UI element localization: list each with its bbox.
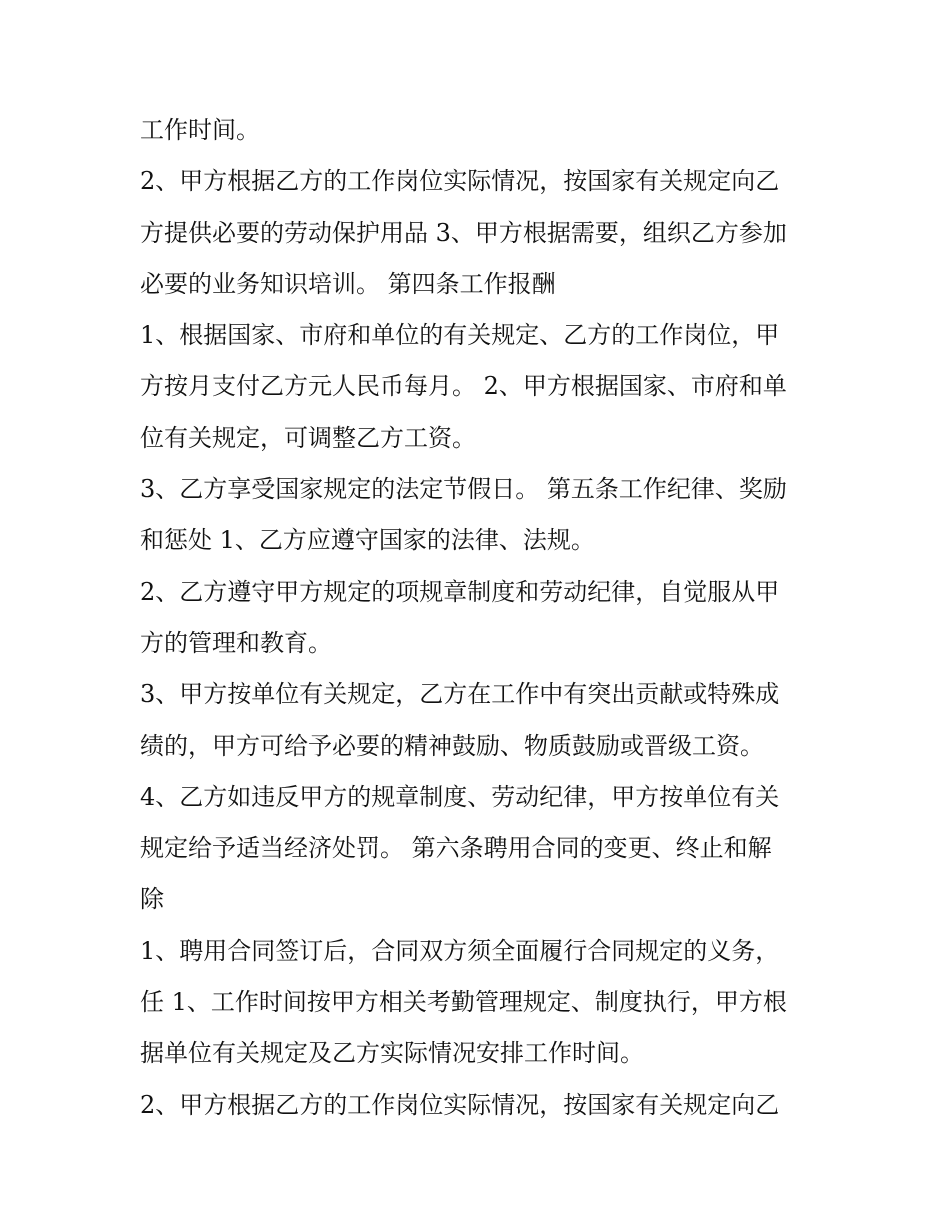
paragraph-7 — [140, 772, 810, 926]
text-line: 据单位有关规定及乙方实际情况安排工作时间。 — [140, 1039, 644, 1068]
text-line: 4、乙方如违反甲方的规章制度、劳动纪律，甲方按单位有关 — [140, 782, 780, 811]
text-line: 任 1、工作时间按甲方相关考勤管理规定、制度执行，甲方根 — [140, 988, 787, 1017]
text-line: 2、甲方根据乙方的工作岗位实际情况，按国家有关规定向乙 — [140, 167, 780, 196]
paragraph-1 — [140, 105, 810, 156]
paragraph-9 — [140, 1080, 810, 1131]
text-line: 方提供必要的劳动保护用品 3、甲方根据需要，组织乙方参加 — [140, 218, 787, 247]
text-line: 2、甲方根据乙方的工作岗位实际情况，按国家有关规定向乙 — [140, 1090, 780, 1119]
text-line: 规定给予适当经济处罚。 第六条聘用合同的变更、终止和解 — [140, 834, 772, 863]
text-line: 3、乙方享受国家规定的法定节假日。 第五条工作纪律、奖励 — [140, 475, 787, 504]
paragraph-8 — [140, 926, 810, 1080]
paragraph-4 — [140, 464, 810, 567]
text-line: 工作时间。 — [140, 116, 260, 144]
text-line: 3、甲方按单位有关规定，乙方在工作中有突出贡献或特殊成 — [140, 680, 780, 709]
document-body — [140, 105, 810, 1131]
text-line: 位有关规定，可调整乙方工资。 — [140, 423, 476, 452]
paragraph-2 — [140, 156, 810, 310]
text-line: 方的管理和教育。 — [140, 628, 332, 657]
text-line: 必要的业务知识培训。 第四条工作报酬 — [140, 269, 556, 298]
text-line: 绩的，甲方可给予必要的精神鼓励、物质鼓励或晋级工资。 — [140, 731, 764, 760]
paragraph-5 — [140, 567, 810, 670]
text-line: 1、根据国家、市府和单位的有关规定、乙方的工作岗位，甲 — [140, 321, 780, 350]
paragraph-3 — [140, 310, 810, 464]
text-line: 除 — [140, 885, 164, 914]
paragraph-6 — [140, 669, 810, 772]
text-line: 2、乙方遵守甲方规定的项规章制度和劳动纪律，自觉服从甲 — [140, 577, 780, 606]
text-line: 方按月支付乙方元人民币每月。 2、甲方根据国家、市府和单 — [140, 372, 787, 401]
text-line: 1、聘用合同签订后，合同双方须全面履行合同规定的义务， — [140, 936, 780, 965]
text-line: 和惩处 1、乙方应遵守国家的法律、法规。 — [140, 526, 595, 555]
